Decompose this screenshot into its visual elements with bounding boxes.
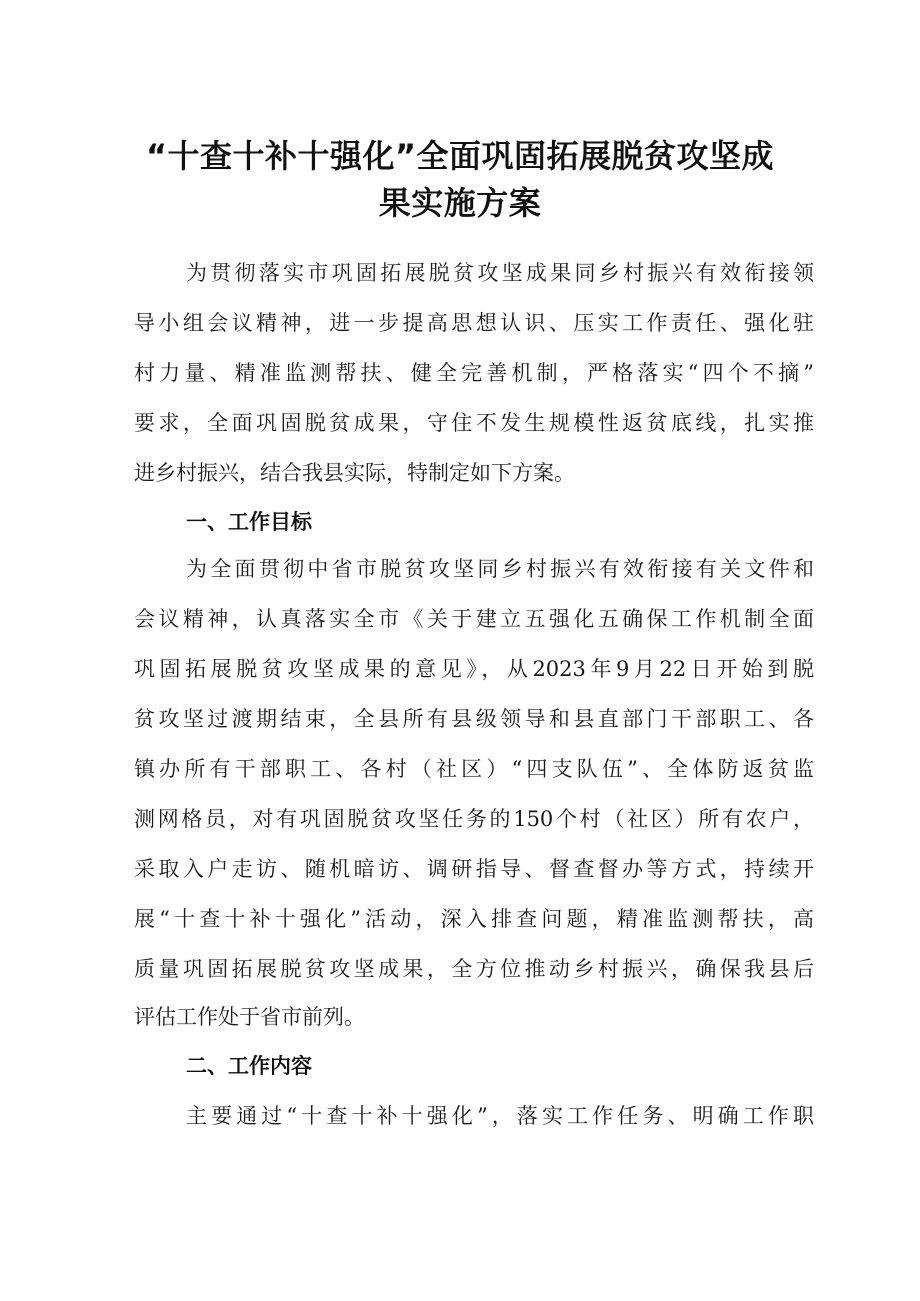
- section1-line-8: 展“十查十补十强化”活动，深入排查问题，精准监测帮扶，高: [134, 907, 814, 931]
- section1-line-7: 采取入户走访、随机暗访、调研指导、督查督办等方式，持续开: [134, 857, 814, 881]
- section-heading-work-content: 二、工作内容: [186, 1054, 312, 1078]
- section1-line-4: 贫攻坚过渡期结束，全县所有县级领导和县直部门干部职工、各: [134, 707, 814, 731]
- intro-line-2: 导小组会议精神，进一步提高思想认识、压实工作责任、强化驻: [134, 311, 814, 335]
- section1-line-3: 巩固拓展脱贫攻坚成果的意见》，从2023年9月22日开始到脱: [134, 657, 814, 681]
- document-title-line-2: 果实施方案: [378, 184, 542, 222]
- section-heading-work-goal: 一、工作目标: [186, 510, 312, 534]
- section2-line-1: 主要通过“十查十补十强化”，落实工作任务、明确工作职: [186, 1104, 814, 1128]
- intro-line-1: 为贯彻落实市巩固拓展脱贫攻坚成果同乡村振兴有效衔接领: [186, 261, 814, 285]
- section1-line-2: 会议精神，认真落实全市《关于建立五强化五确保工作机制全面: [134, 607, 814, 631]
- intro-line-5: 进乡村振兴，结合我县实际，特制定如下方案。: [134, 461, 575, 485]
- document-title-line-1: “十查十补十强化”全面巩固拓展脱贫攻坚成: [145, 137, 775, 175]
- section1-line-1: 为全面贯彻中省市脱贫攻坚同乡村振兴有效衔接有关文件和: [186, 557, 814, 581]
- section1-line-5: 镇办所有干部职工、各村（社区）“四支队伍”、全体防返贫监: [134, 757, 814, 781]
- section1-line-10: 评估工作处于省市前列。: [134, 1005, 365, 1029]
- intro-line-3: 村力量、精准监测帮扶、健全完善机制，严格落实“四个不摘”: [134, 361, 814, 385]
- intro-line-4: 要求，全面巩固脱贫成果，守住不发生规模性返贫底线，扎实推: [134, 411, 814, 435]
- section1-line-6: 测网格员，对有巩固脱贫攻坚任务的150个村（社区）所有农户，: [134, 807, 814, 831]
- section1-line-9: 质量巩固拓展脱贫攻坚成果，全方位推动乡村振兴，确保我县后: [134, 957, 814, 981]
